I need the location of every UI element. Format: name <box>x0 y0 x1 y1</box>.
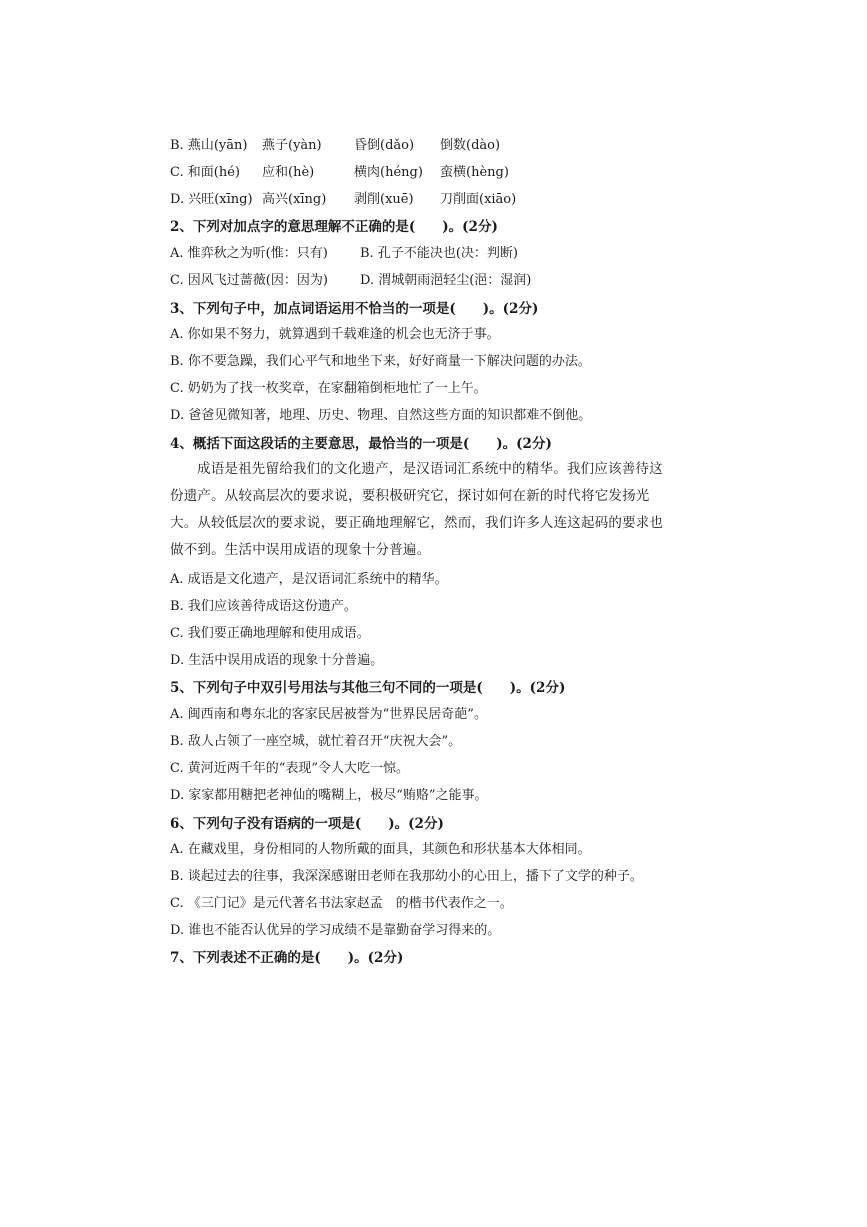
q1-d-item-2: 高兴(xīng) <box>262 192 327 207</box>
q5-option-a: A. 闽西南和粤东北的客家民居被誉为“世界民居奇葩”。 <box>170 707 487 722</box>
q1-c-item-2: 应和(hè) <box>262 165 315 180</box>
q5-title: 5、下列句子中双引号用法与其他三句不同的一项是( )。(2分) <box>170 680 566 696</box>
q3-option-b: B. 你不要急躁，我们心平气和地坐下来，好好商量一下解决问题的办法。 <box>170 354 591 369</box>
q6-option-b: B. 谈起过去的往事，我深深感谢田老师在我那幼小的心田上，播下了文学的种子。 <box>170 869 643 884</box>
q2-option-a: A. 惟弈秋之为听(惟：只有) <box>170 246 328 261</box>
q1-b-item-3: 昏倒(dǎo) <box>354 138 415 153</box>
q5-option-c: C. 黄河近两千年的“表现”令人大吃一惊。 <box>170 761 410 776</box>
q1-b-item-2: 燕子(yàn) <box>262 138 322 153</box>
q1-c-item-4: 蛮横(hèng) <box>440 165 509 180</box>
q3-option-c: C. 奶奶为了找一枚奖章，在家翻箱倒柜地忙了一上午。 <box>170 381 487 396</box>
q1-c-item-1: C. 和面(hé) <box>170 165 240 180</box>
q7-title: 7、下列表述不正确的是( )。(2分) <box>170 950 404 966</box>
q3-title: 3、下列句子中，加点词语运用不恰当的一项是( )。(2分) <box>170 301 539 317</box>
q4-option-b: B. 我们应该善待成语这份遗产。 <box>170 599 357 614</box>
q4-title: 4、概括下面这段话的主要意思，最恰当的一项是( )。(2分) <box>170 436 552 452</box>
q3-option-a: A. 你如果不努力，就算遇到千载难逢的机会也无济于事。 <box>170 327 500 342</box>
q1-d-item-3: 剥削(xuē) <box>354 192 414 207</box>
q6-title: 6、下列句子没有语病的一项是( )。(2分) <box>170 816 444 832</box>
q2-option-b: B. 孔子不能决也(决：判断) <box>360 246 518 261</box>
q1-b-item-4: 倒数(dào) <box>440 138 501 153</box>
q6-option-a: A. 在藏戏里，身份相同的人物所戴的面具，其颜色和形状基本大体相同。 <box>170 842 591 857</box>
q1-c-item-3: 横肉(héng) <box>354 165 423 180</box>
q6-option-d: D. 谁也不能否认优异的学习成绩不是靠勤奋学习得来的。 <box>170 923 501 938</box>
q4-passage: 成语是祖先留给我们的文化遗产，是汉语词汇系统中的精华。我们应该善待这份遗产。从较高层次的要求说，要积极研究它，探讨如何在新的时代将它发扬光大。从较低层次的要求说，要正确地理解它，然而，我们许多人连这起码的要求也做不到。生活中误用成语的现象十分普遍。 <box>170 461 664 558</box>
q5-option-b: B. 敌人占领了一座空城，就忙着召开“庆祝大会”。 <box>170 734 462 749</box>
q3-option-d: D. 爸爸见微知著，地理、历史、物理、自然这些方面的知识都难不倒他。 <box>170 408 592 423</box>
q4-option-a: A. 成语是文化遗产，是汉语词汇系统中的精华。 <box>170 572 448 587</box>
q4-option-c: C. 我们要正确地理解和使用成语。 <box>170 626 370 641</box>
q2-title: 2、下列对加点字的意思理解不正确的是( )。(2分) <box>170 219 498 235</box>
q2-option-c: C. 因风飞过蔷薇(因：因为) <box>170 273 328 288</box>
q6-option-c: C. 《三门记》是元代著名书法家赵孟 的楷书代表作之一。 <box>170 896 513 911</box>
q5-option-d: D. 家家都用糖把老神仙的嘴糊上，极尽“贿赂”之能事。 <box>170 788 488 803</box>
q1-d-item-4: 刀削面(xiāo) <box>440 192 517 207</box>
q1-d-item-1: D. 兴旺(xīng) <box>170 192 253 207</box>
q4-option-d: D. 生活中误用成语的现象十分普遍。 <box>170 653 384 668</box>
q1-b-item-1: B. 燕山(yān) <box>170 138 248 153</box>
q2-option-d: D. 渭城朝雨浥轻尘(浥：湿润) <box>360 273 532 288</box>
